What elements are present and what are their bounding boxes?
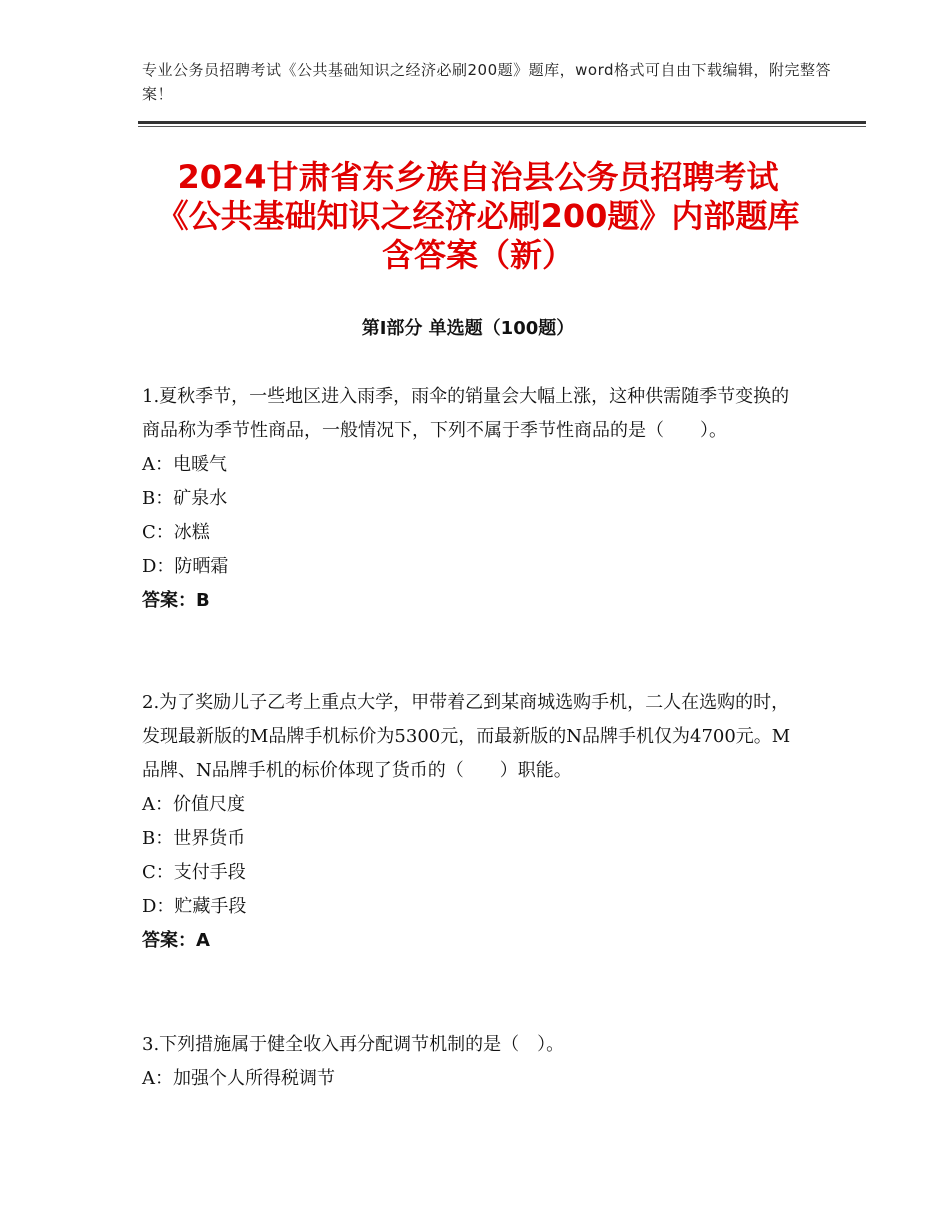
header-note: 专业公务员招聘考试《公共基础知识之经济必刷200题》题库，word格式可自由下载编辑，附完整答案！ [142, 61, 832, 103]
section-title: 第Ⅰ部分 单选题（100题） [361, 318, 575, 339]
option-a: A：电暖气 [142, 454, 227, 475]
question-text: 3.下列措施属于健全收入再分配调节机制的是（ ）。 [142, 1034, 565, 1055]
option-c: C：冰糕 [142, 522, 210, 543]
document-title: 2024甘肃省东乡族自治县公务员招聘考试《公共基础知识之经济必刷200题》内部题库含答案（新） [156, 158, 800, 274]
answer: 答案：B [142, 590, 210, 611]
question-1 [142, 380, 802, 618]
option-a: A：加强个人所得税调节 [142, 1068, 335, 1089]
option-d: D：防晒霜 [142, 556, 229, 577]
option-a: A：价值尺度 [142, 794, 245, 815]
option-d: D：贮藏手段 [142, 896, 247, 917]
option-b: B：矿泉水 [142, 488, 228, 509]
header-rule-thin [138, 126, 866, 127]
question-2 [142, 686, 802, 958]
question-text: 2.为了奖励儿子乙考上重点大学，甲带着乙到某商城选购手机，二人在选购的时，发现最新版的M品牌手机标价为5300元，而最新版的N品牌手机仅为4700元。M品牌、N品牌手机的标价体现了货币的（ ）职能。 [142, 692, 791, 781]
answer: 答案：A [142, 930, 210, 951]
header-rule-thick [138, 121, 866, 124]
option-c: C：支付手段 [142, 862, 246, 883]
option-b: B：世界货币 [142, 828, 246, 849]
question-text: 1.夏秋季节，一些地区进入雨季，雨伞的销量会大幅上涨，这种供需随季节变换的商品称为季节性商品，一般情况下，下列不属于季节性商品的是（ ）。 [142, 386, 790, 441]
question-3 [142, 1028, 802, 1096]
